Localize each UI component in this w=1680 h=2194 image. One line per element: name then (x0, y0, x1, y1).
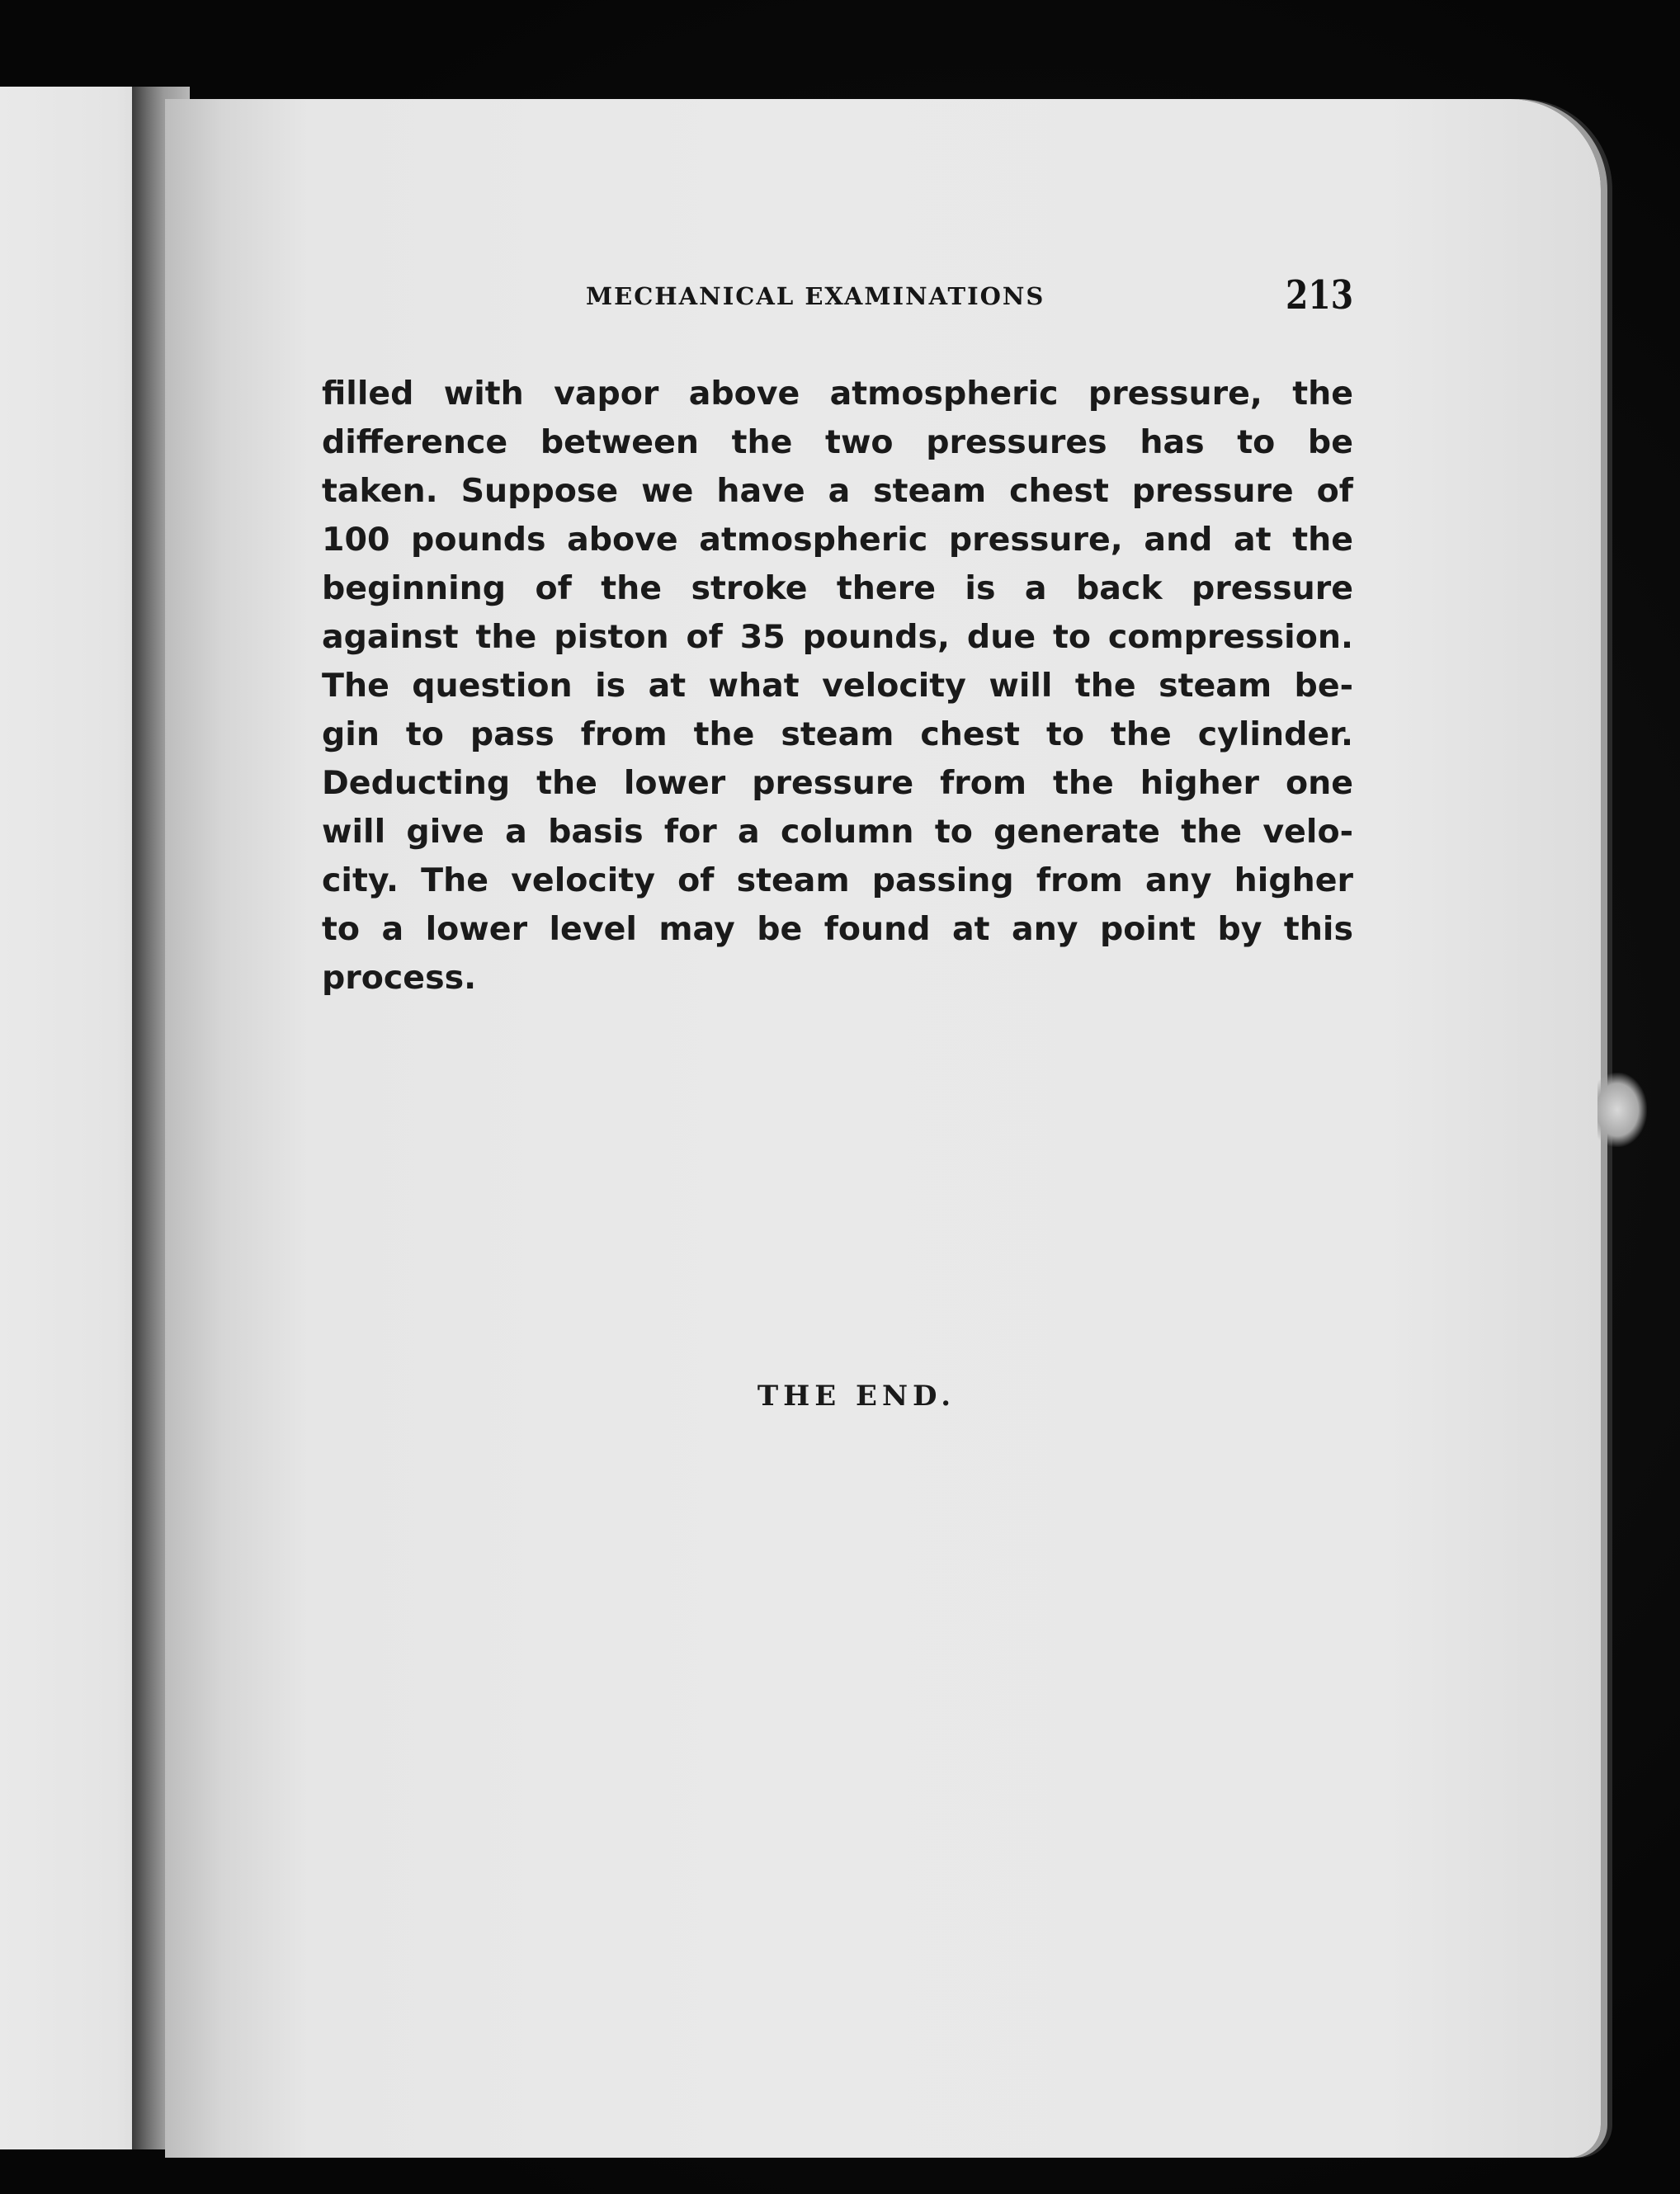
text-line: 100 pounds above atmospheric pressure, and at the (322, 521, 1353, 559)
page-number: 213 (1285, 272, 1353, 318)
text-line: taken. Suppose we have a steam chest pressure of (322, 472, 1353, 510)
running-head: MECHANICAL EXAMINATIONS (586, 282, 1045, 310)
the-end-mark: THE END. (757, 1380, 956, 1413)
text-line: gin to pass from the steam chest to the cylinder. (322, 715, 1353, 753)
page-edge-tear (1597, 1073, 1647, 1147)
text-line: city. The velocity of steam passing from any higher (322, 861, 1353, 899)
text-line: will give a basis for a column to generate the velo- (322, 813, 1353, 851)
body-paragraph (322, 370, 1353, 1003)
text-line: to a lower level may be found at any point by this (322, 910, 1353, 948)
text-line: process. (322, 959, 477, 997)
text-line: against the piston of 35 pounds, due to compression. (322, 618, 1353, 656)
text-line: filled with vapor above atmospheric pressure, the (322, 375, 1353, 413)
text-line: beginning of the stroke there is a back pressure (322, 569, 1353, 607)
text-line: Deducting the lower pressure from the higher one (322, 764, 1353, 802)
text-line: difference between the two pressures has to be (322, 423, 1353, 461)
page-header (322, 272, 1353, 322)
text-line: The question is at what velocity will the steam be- (322, 667, 1353, 705)
